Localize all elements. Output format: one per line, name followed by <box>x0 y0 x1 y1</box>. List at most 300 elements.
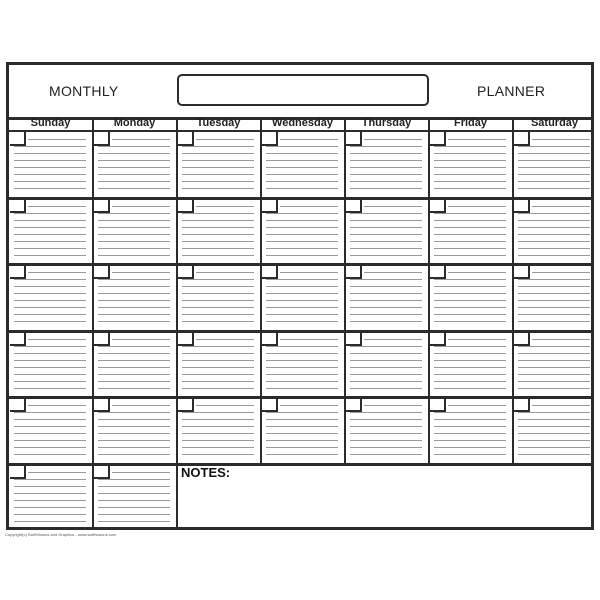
date-number-box[interactable] <box>178 265 194 279</box>
writing-line <box>266 388 338 389</box>
weekday-saturday: Saturday <box>530 117 579 129</box>
date-number-box[interactable] <box>10 265 26 279</box>
day-cell[interactable] <box>262 398 344 462</box>
writing-line <box>182 346 254 347</box>
writing-line <box>14 293 86 294</box>
writing-line <box>14 433 86 434</box>
writing-line <box>14 447 86 448</box>
date-number-box[interactable] <box>430 332 446 346</box>
writing-line <box>14 521 86 522</box>
writing-line <box>182 433 254 434</box>
writing-line <box>14 181 86 182</box>
writing-line <box>98 279 170 280</box>
writing-line <box>98 479 170 480</box>
writing-line <box>350 454 422 455</box>
writing-line <box>532 405 590 406</box>
writing-line <box>182 213 254 214</box>
day-cell[interactable] <box>10 132 92 196</box>
writing-line <box>14 360 86 361</box>
writing-line <box>182 234 254 235</box>
writing-line <box>14 188 86 189</box>
writing-line <box>518 174 590 175</box>
writing-line <box>518 440 590 441</box>
writing-line <box>182 412 254 413</box>
date-number-box[interactable] <box>346 398 362 412</box>
date-number-box[interactable] <box>10 132 26 146</box>
writing-line <box>518 426 590 427</box>
writing-line <box>266 234 338 235</box>
writing-line <box>112 339 170 340</box>
writing-line <box>98 440 170 441</box>
writing-line <box>14 234 86 235</box>
writing-line <box>350 213 422 214</box>
writing-line <box>266 426 338 427</box>
day-cell[interactable] <box>10 265 92 329</box>
day-cell[interactable] <box>514 265 596 329</box>
writing-line <box>350 321 422 322</box>
writing-line <box>98 433 170 434</box>
writing-line <box>518 367 590 368</box>
writing-line <box>532 272 590 273</box>
writing-line <box>182 286 254 287</box>
writing-line <box>14 174 86 175</box>
day-cell[interactable] <box>346 398 428 462</box>
writing-line <box>196 405 254 406</box>
writing-line <box>266 307 338 308</box>
writing-line <box>182 314 254 315</box>
writing-line <box>98 447 170 448</box>
writing-line <box>518 454 590 455</box>
writing-line <box>350 279 422 280</box>
writing-line <box>14 454 86 455</box>
date-number-box[interactable] <box>262 332 278 346</box>
date-number-box[interactable] <box>514 132 530 146</box>
day-cell[interactable] <box>178 132 260 196</box>
writing-line <box>518 447 590 448</box>
writing-line <box>182 426 254 427</box>
writing-line <box>98 293 170 294</box>
writing-line <box>98 353 170 354</box>
writing-line <box>364 206 422 207</box>
writing-line <box>434 293 506 294</box>
writing-line <box>266 286 338 287</box>
writing-line <box>280 272 338 273</box>
writing-line <box>98 388 170 389</box>
weekday-header-row <box>9 117 591 132</box>
writing-line <box>518 353 590 354</box>
column-divider <box>176 117 178 527</box>
writing-line <box>434 381 506 382</box>
writing-line <box>182 367 254 368</box>
writing-line <box>182 279 254 280</box>
writing-line <box>350 447 422 448</box>
writing-line <box>14 255 86 256</box>
date-number-box[interactable] <box>262 132 278 146</box>
writing-line <box>98 486 170 487</box>
week-divider <box>9 463 591 466</box>
writing-line <box>350 153 422 154</box>
writing-line <box>266 360 338 361</box>
writing-line <box>434 220 506 221</box>
day-cell[interactable] <box>514 132 596 196</box>
date-number-box[interactable] <box>94 398 110 412</box>
writing-line <box>28 472 86 473</box>
writing-line <box>14 374 86 375</box>
writing-line <box>98 300 170 301</box>
writing-line <box>266 440 338 441</box>
day-cell[interactable] <box>514 398 596 462</box>
writing-line <box>196 339 254 340</box>
date-number-box[interactable] <box>514 265 530 279</box>
writing-line <box>280 339 338 340</box>
date-number-box[interactable] <box>178 132 194 146</box>
writing-line <box>98 514 170 515</box>
writing-line <box>434 440 506 441</box>
writing-line <box>266 255 338 256</box>
writing-line <box>350 433 422 434</box>
writing-line <box>434 360 506 361</box>
writing-line <box>518 293 590 294</box>
writing-line <box>434 234 506 235</box>
writing-line <box>350 300 422 301</box>
writing-line <box>350 353 422 354</box>
day-cell[interactable] <box>178 265 260 329</box>
writing-line <box>266 153 338 154</box>
date-number-box[interactable] <box>178 398 194 412</box>
day-cell[interactable] <box>262 332 344 396</box>
writing-line <box>350 160 422 161</box>
writing-line <box>98 220 170 221</box>
day-cell[interactable] <box>514 199 596 263</box>
writing-line <box>434 433 506 434</box>
writing-line <box>98 321 170 322</box>
writing-line <box>518 314 590 315</box>
writing-line <box>14 479 86 480</box>
writing-line <box>518 167 590 168</box>
writing-line <box>112 272 170 273</box>
writing-line <box>434 213 506 214</box>
date-number-box[interactable] <box>94 132 110 146</box>
writing-line <box>98 346 170 347</box>
writing-line <box>266 220 338 221</box>
day-cell[interactable] <box>10 465 92 529</box>
writing-line <box>280 405 338 406</box>
date-number-box[interactable] <box>430 132 446 146</box>
writing-line <box>98 507 170 508</box>
writing-line <box>350 374 422 375</box>
month-name-field[interactable] <box>177 74 429 106</box>
writing-line <box>182 381 254 382</box>
writing-line <box>350 381 422 382</box>
writing-line <box>112 472 170 473</box>
week-divider <box>9 396 591 399</box>
writing-line <box>350 181 422 182</box>
writing-line <box>518 307 590 308</box>
day-cell[interactable] <box>430 265 512 329</box>
writing-line <box>434 419 506 420</box>
date-number-box[interactable] <box>10 398 26 412</box>
weekday-wednesday: Wednesday <box>272 117 333 129</box>
writing-line <box>112 206 170 207</box>
writing-line <box>98 213 170 214</box>
writing-line <box>182 440 254 441</box>
date-number-box[interactable] <box>346 132 362 146</box>
writing-line <box>350 314 422 315</box>
day-cell[interactable] <box>346 332 428 396</box>
date-number-box[interactable] <box>262 265 278 279</box>
writing-line <box>14 500 86 501</box>
writing-line <box>434 241 506 242</box>
writing-line <box>14 426 86 427</box>
date-number-box[interactable] <box>178 332 194 346</box>
day-cell[interactable] <box>94 132 176 196</box>
writing-line <box>518 181 590 182</box>
date-number-box[interactable] <box>430 398 446 412</box>
writing-line <box>98 419 170 420</box>
day-cell[interactable] <box>94 332 176 396</box>
date-number-box[interactable] <box>10 465 26 479</box>
day-cell[interactable] <box>178 332 260 396</box>
day-cell[interactable] <box>430 398 512 462</box>
writing-line <box>434 454 506 455</box>
date-number-box[interactable] <box>10 332 26 346</box>
writing-line <box>182 255 254 256</box>
writing-line <box>434 286 506 287</box>
writing-line <box>266 346 338 347</box>
writing-line <box>14 300 86 301</box>
writing-line <box>182 419 254 420</box>
writing-line <box>98 174 170 175</box>
writing-line <box>434 314 506 315</box>
writing-line <box>518 160 590 161</box>
day-cell[interactable] <box>94 265 176 329</box>
writing-line <box>350 167 422 168</box>
day-cell[interactable] <box>262 199 344 263</box>
writing-line <box>112 405 170 406</box>
date-number-box[interactable] <box>430 265 446 279</box>
day-cell[interactable] <box>178 199 260 263</box>
notes-area[interactable] <box>177 462 591 530</box>
date-number-box[interactable] <box>262 398 278 412</box>
writing-line <box>434 346 506 347</box>
writing-line <box>266 314 338 315</box>
writing-line <box>182 388 254 389</box>
writing-line <box>518 255 590 256</box>
week-divider <box>9 197 591 200</box>
day-cell[interactable] <box>10 398 92 462</box>
writing-line <box>98 181 170 182</box>
writing-line <box>434 307 506 308</box>
writing-line <box>350 419 422 420</box>
writing-line <box>28 339 86 340</box>
date-number-box[interactable] <box>346 199 362 213</box>
date-number-box[interactable] <box>94 265 110 279</box>
writing-line <box>266 167 338 168</box>
writing-line <box>532 139 590 140</box>
weekday-friday: Friday <box>453 117 487 129</box>
day-cell[interactable] <box>262 265 344 329</box>
date-number-box[interactable] <box>514 398 530 412</box>
writing-line <box>266 293 338 294</box>
writing-line <box>14 367 86 368</box>
writing-line <box>98 167 170 168</box>
writing-line <box>518 346 590 347</box>
day-cell[interactable] <box>346 199 428 263</box>
writing-line <box>280 206 338 207</box>
date-number-box[interactable] <box>10 199 26 213</box>
writing-line <box>98 412 170 413</box>
day-cell[interactable] <box>10 332 92 396</box>
writing-line <box>350 248 422 249</box>
writing-line <box>98 234 170 235</box>
writing-line <box>434 146 506 147</box>
writing-line <box>434 181 506 182</box>
day-cell[interactable] <box>262 132 344 196</box>
day-cell[interactable] <box>430 332 512 396</box>
day-cell[interactable] <box>10 199 92 263</box>
writing-line <box>266 241 338 242</box>
weekday-monday: Monday <box>113 117 156 129</box>
writing-line <box>350 426 422 427</box>
writing-line <box>98 307 170 308</box>
writing-line <box>448 339 506 340</box>
day-cell[interactable] <box>94 398 176 462</box>
writing-line <box>350 255 422 256</box>
writing-line <box>350 146 422 147</box>
writing-line <box>266 227 338 228</box>
writing-line <box>518 146 590 147</box>
writing-line <box>518 360 590 361</box>
writing-line <box>182 248 254 249</box>
day-cell[interactable] <box>346 265 428 329</box>
writing-line <box>350 286 422 287</box>
title-planner: PLANNER <box>477 83 546 99</box>
writing-line <box>182 220 254 221</box>
writing-line <box>434 300 506 301</box>
writing-line <box>196 139 254 140</box>
writing-line <box>98 426 170 427</box>
weekday-thursday: Thursday <box>361 117 412 129</box>
writing-line <box>182 241 254 242</box>
writing-line <box>266 300 338 301</box>
writing-line <box>434 167 506 168</box>
weekday-tuesday: Tuesday <box>196 117 241 129</box>
writing-line <box>350 220 422 221</box>
weekday-sunday: Sunday <box>30 117 71 129</box>
writing-line <box>266 433 338 434</box>
day-cell[interactable] <box>178 398 260 462</box>
writing-line <box>14 486 86 487</box>
writing-line <box>14 167 86 168</box>
writing-line <box>14 440 86 441</box>
date-number-box[interactable] <box>94 465 110 479</box>
date-number-box[interactable] <box>514 332 530 346</box>
writing-line <box>14 220 86 221</box>
writing-line <box>266 447 338 448</box>
writing-line <box>518 279 590 280</box>
column-divider <box>512 117 514 465</box>
date-number-box[interactable] <box>94 199 110 213</box>
writing-line <box>518 412 590 413</box>
writing-line <box>14 279 86 280</box>
writing-line <box>266 174 338 175</box>
day-cell[interactable] <box>346 132 428 196</box>
writing-line <box>196 272 254 273</box>
writing-line <box>98 248 170 249</box>
date-number-box[interactable] <box>346 332 362 346</box>
notes-label: NOTES: <box>181 465 231 480</box>
writing-line <box>196 206 254 207</box>
writing-line <box>266 188 338 189</box>
writing-line <box>266 213 338 214</box>
column-divider <box>428 117 430 465</box>
writing-line <box>14 346 86 347</box>
date-number-box[interactable] <box>430 199 446 213</box>
date-number-box[interactable] <box>94 332 110 346</box>
writing-line <box>182 447 254 448</box>
writing-line <box>434 412 506 413</box>
writing-line <box>266 181 338 182</box>
day-cell[interactable] <box>94 199 176 263</box>
writing-line <box>532 206 590 207</box>
writing-line <box>350 388 422 389</box>
writing-line <box>14 493 86 494</box>
day-cell[interactable] <box>430 199 512 263</box>
writing-line <box>182 153 254 154</box>
writing-line <box>98 360 170 361</box>
writing-line <box>434 367 506 368</box>
writing-line <box>182 146 254 147</box>
date-number-box[interactable] <box>346 265 362 279</box>
writing-line <box>518 419 590 420</box>
writing-line <box>14 241 86 242</box>
column-divider <box>260 117 262 465</box>
writing-line <box>266 374 338 375</box>
day-cell[interactable] <box>430 132 512 196</box>
writing-line <box>98 227 170 228</box>
writing-line <box>14 307 86 308</box>
writing-line <box>532 339 590 340</box>
date-number-box[interactable] <box>262 199 278 213</box>
monthly-planner <box>6 62 594 530</box>
writing-line <box>182 454 254 455</box>
writing-line <box>364 405 422 406</box>
writing-line <box>14 321 86 322</box>
writing-line <box>14 353 86 354</box>
writing-line <box>434 248 506 249</box>
writing-line <box>182 167 254 168</box>
title-monthly: MONTHLY <box>49 83 119 99</box>
writing-line <box>98 500 170 501</box>
writing-line <box>434 321 506 322</box>
week-divider <box>9 263 591 266</box>
writing-line <box>448 405 506 406</box>
date-number-box[interactable] <box>514 199 530 213</box>
day-cell[interactable] <box>514 332 596 396</box>
writing-line <box>182 353 254 354</box>
writing-line <box>112 139 170 140</box>
writing-line <box>266 367 338 368</box>
writing-line <box>350 360 422 361</box>
day-cell[interactable] <box>94 465 176 529</box>
writing-line <box>266 454 338 455</box>
writing-line <box>182 360 254 361</box>
date-number-box[interactable] <box>178 199 194 213</box>
writing-line <box>14 248 86 249</box>
week-divider <box>9 330 591 333</box>
writing-line <box>350 293 422 294</box>
writing-line <box>98 493 170 494</box>
